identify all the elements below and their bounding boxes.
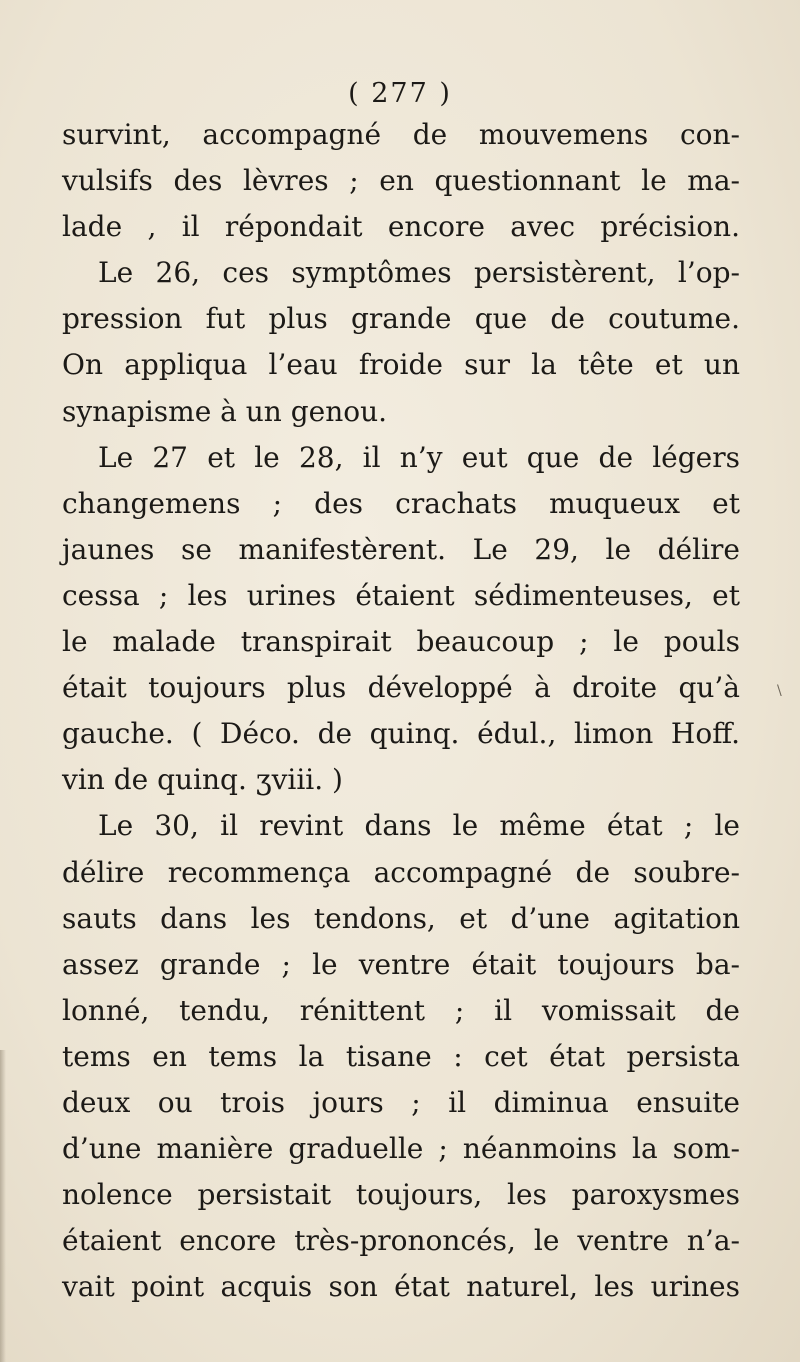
text-line: pression fut plus grande que de coutume. [62, 302, 740, 336]
page-edge-shadow [0, 1050, 6, 1362]
text-line: vait point acquis son état naturel, les urines [62, 1270, 740, 1304]
text-line: était toujours plus développé à droite qu’à [62, 671, 740, 705]
text-line: lonné, tendu, rénittent ; il vomissait de [62, 993, 740, 1027]
body-text [62, 112, 740, 1310]
text-line: délire recommença accompagné de soubre- [62, 855, 740, 889]
text-line: sauts dans les tendons, et d’une agitation [62, 901, 740, 935]
paragraph-start-line: Le 27 et le 28, il n’y eut que de légers [98, 440, 740, 474]
text-line: changemens ; des crachats muqueux et [62, 486, 740, 520]
text-line: jaunes se manifestèrent. Le 29, le délire [62, 532, 740, 566]
paragraph-end-line: vin de quinq. ʒviii. ) [62, 763, 343, 797]
text-line: d’une manière graduelle ; néanmoins la som- [62, 1132, 740, 1166]
paragraph-start-line: Le 26, ces symptômes persistèrent, l’op- [98, 256, 740, 290]
margin-mark: \ [777, 683, 782, 699]
text-line: assez grande ; le ventre était toujours ba- [62, 947, 740, 981]
text-line: lade , il répondait encore avec précision. [62, 210, 740, 244]
text-line: le malade transpirait beaucoup ; le pouls [62, 625, 740, 659]
text-line: On appliqua l’eau froide sur la tête et un [62, 348, 740, 382]
paragraph-start-line: Le 30, il revint dans le même état ; le [98, 809, 740, 843]
text-line: survint, accompagné de mouvemens con- [62, 118, 740, 151]
text-line: nolence persistait toujours, les paroxysmes [62, 1178, 740, 1212]
text-line: vulsifs des lèvres ; en questionnant le ma- [62, 164, 740, 198]
text-line: tems en tems la tisane : cet état persista [62, 1039, 740, 1073]
text-line: deux ou trois jours ; il diminua ensuite [62, 1085, 740, 1119]
page-number: ( 277 ) [348, 78, 452, 109]
text-line: cessa ; les urines étaient sédimenteuses, et [62, 578, 740, 612]
text-line: étaient encore très-prononcés, le ventre n’a- [62, 1224, 740, 1258]
paragraph-end-line: synapisme à un genou. [62, 394, 388, 428]
text-line: gauche. ( Déco. de quinq. édul., limon Hoff. [62, 717, 740, 751]
